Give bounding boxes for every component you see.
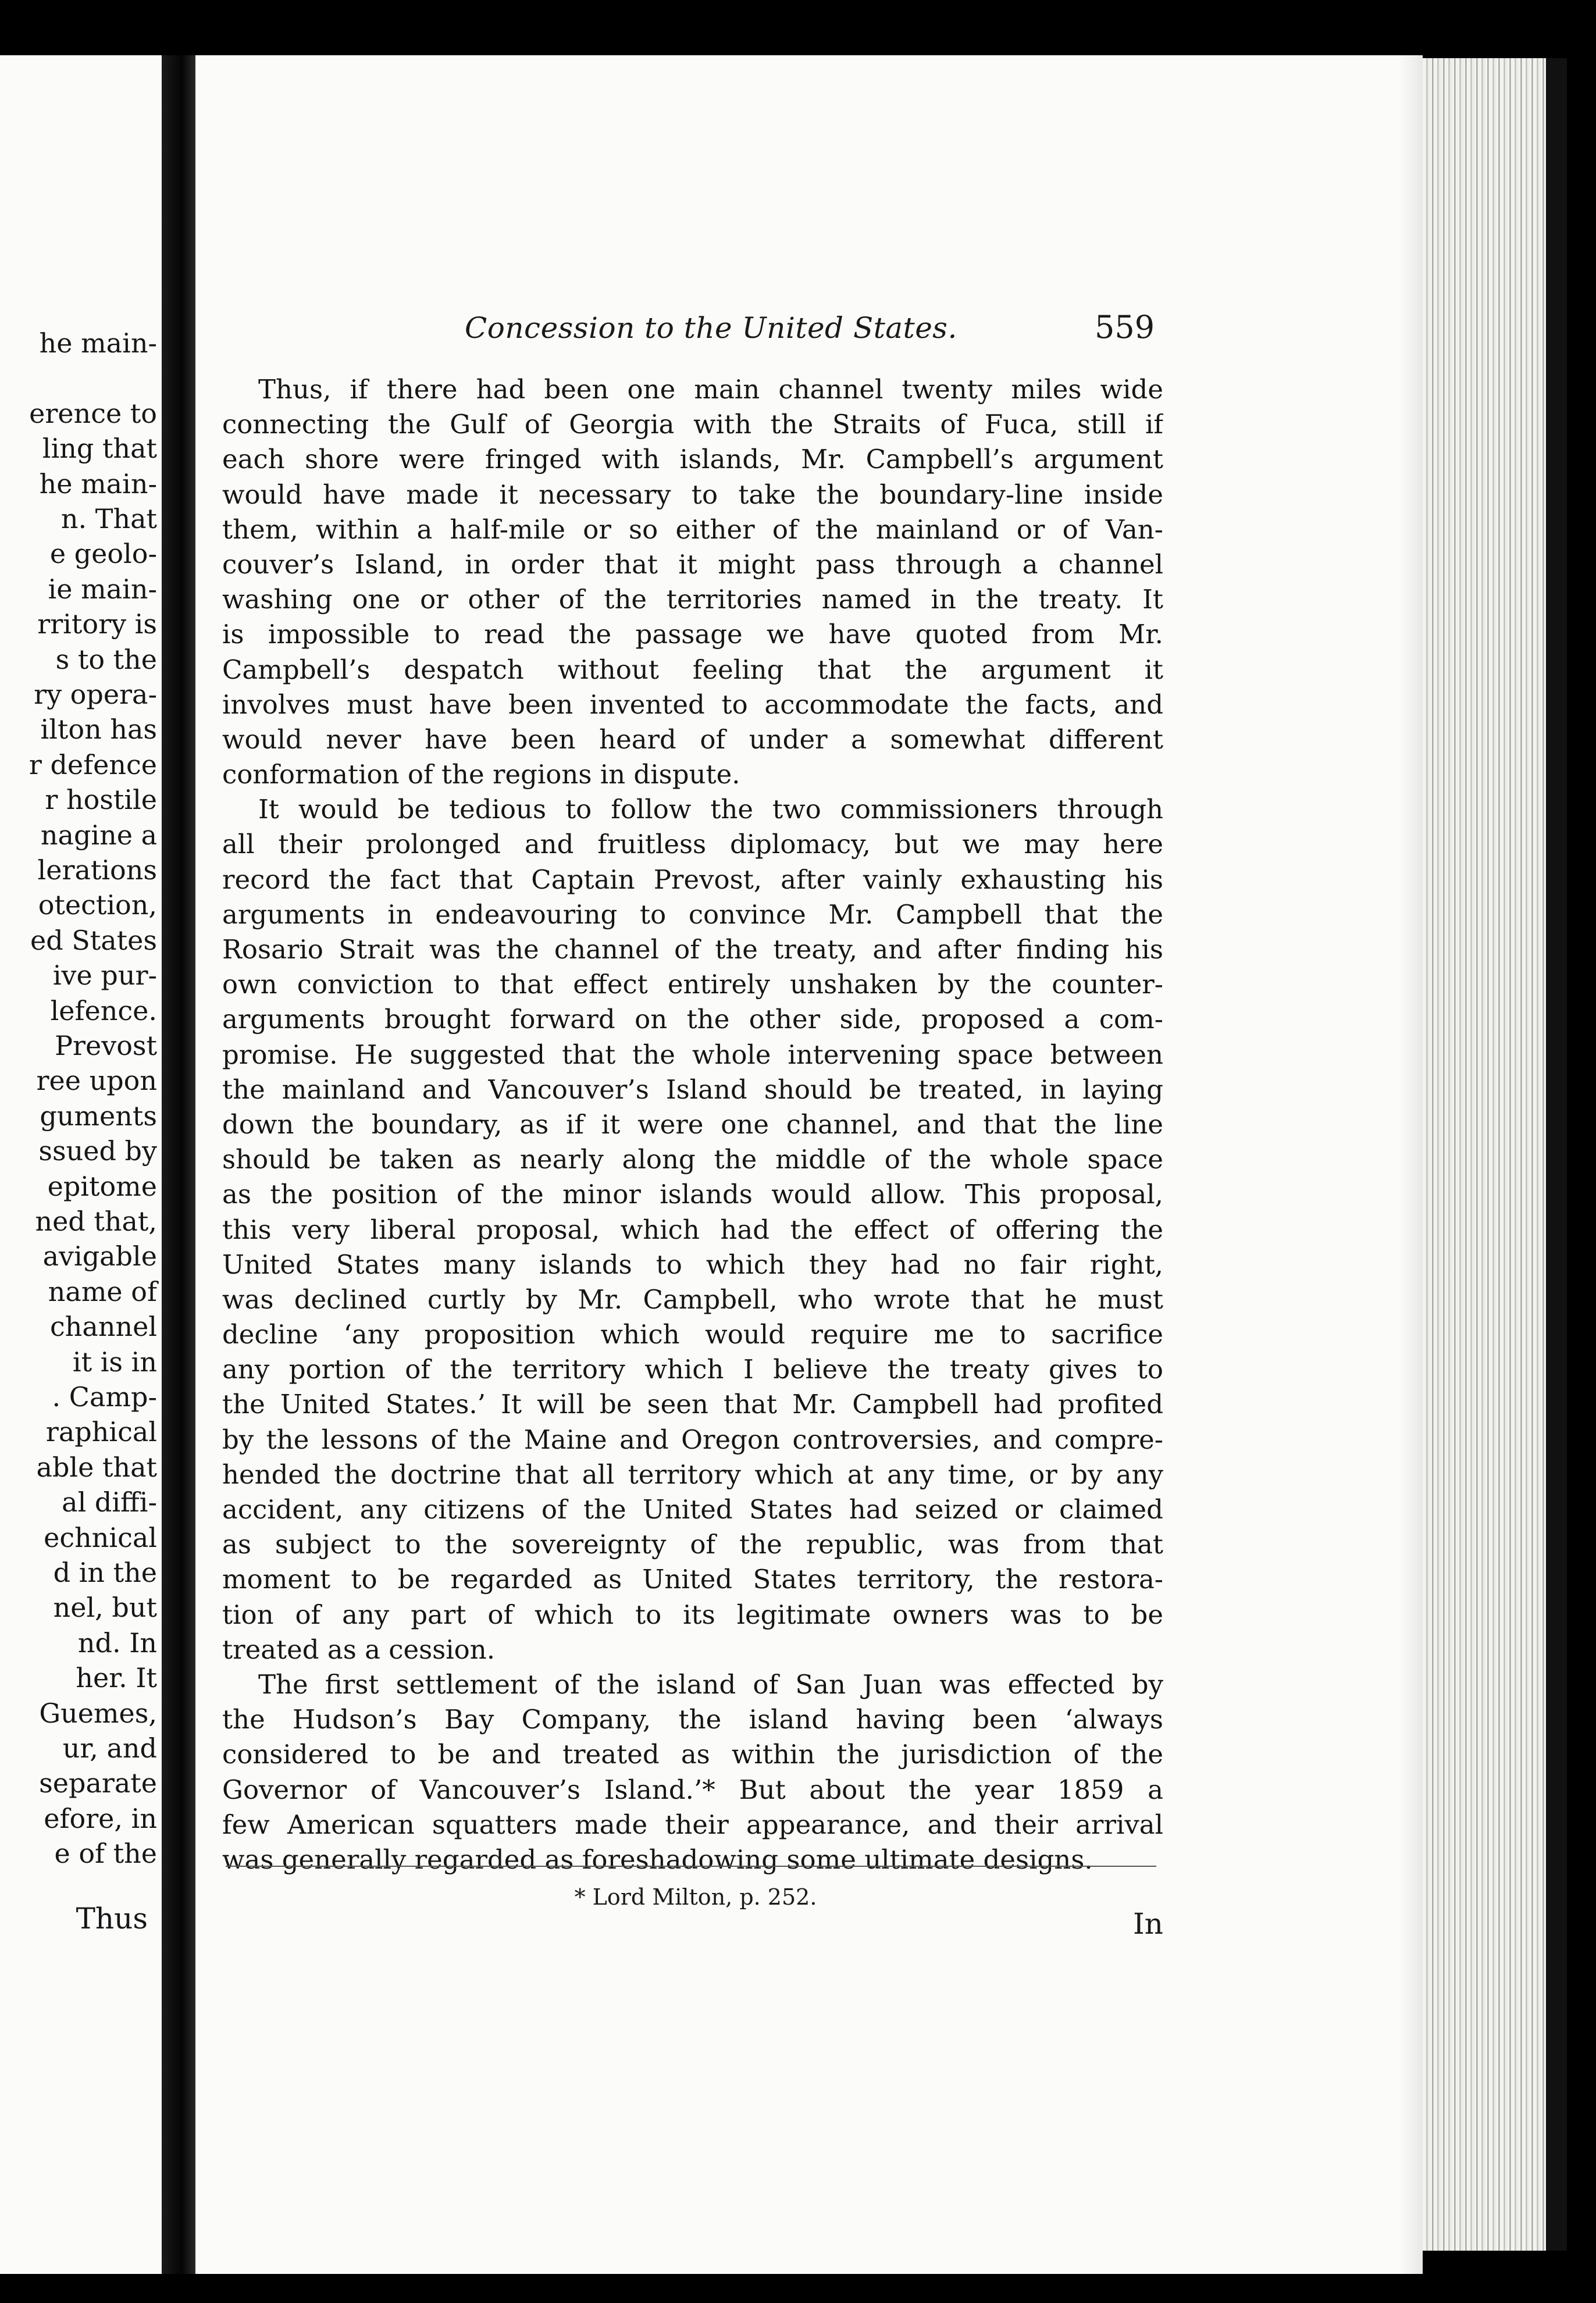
text-line: involves must have been invented to accommodate the facts, and — [222, 689, 1163, 720]
previous-page-line-fragment: lerations — [37, 854, 157, 886]
page-header — [195, 311, 1423, 352]
previous-page-line-fragment: avigable — [42, 1240, 157, 1272]
previous-page-fragment — [0, 55, 162, 2274]
previous-page-line-fragment: her. It — [76, 1662, 157, 1694]
text-line: as subject to the sovereignty of the republic, was from that — [222, 1529, 1163, 1560]
text-line: conformation of the regions in dispute. — [222, 759, 740, 790]
text-line: was declined curtly by Mr. Campbell, who wrote that he must — [222, 1284, 1163, 1315]
text-line: was generally regarded as foreshadowing some ultimate designs. — [222, 1844, 1093, 1875]
previous-page-line-fragment: d in the — [53, 1557, 157, 1588]
text-line: It would be tedious to follow the two commissioners through — [258, 794, 1163, 825]
previous-page-line-fragment: Prevost — [55, 1030, 157, 1061]
previous-page-line-fragment: echnical — [44, 1521, 157, 1553]
catchword: In — [1133, 1907, 1163, 1941]
text-line: own conviction to that effect entirely unshaken by the counter- — [222, 969, 1163, 1000]
text-line: any portion of the territory which I believe the treaty gives to — [222, 1354, 1163, 1385]
text-line: few American squatters made their appearance, and their arrival — [222, 1809, 1163, 1840]
previous-page-line-fragment: ed States — [30, 924, 157, 956]
text-line: connecting the Gulf of Georgia with the Straits of Fuca, still if — [222, 409, 1163, 440]
text-line: accident, any citizens of the United States had seized or claimed — [222, 1494, 1163, 1525]
running-head: Concession to the United States. — [465, 311, 957, 345]
text-line: all their prolonged and fruitless diplomacy, but we may here — [222, 829, 1163, 860]
body-text — [222, 372, 1163, 1877]
previous-page-line-fragment: nd. In — [77, 1627, 157, 1659]
previous-page-line-fragment: ive pur- — [52, 960, 157, 992]
previous-page-line-fragment: al diffi- — [62, 1486, 157, 1518]
text-line: Thus, if there had been one main channel twenty miles wide — [258, 374, 1163, 405]
previous-page-line-fragment: ur, and — [62, 1732, 157, 1764]
footnote-rule — [226, 1866, 1156, 1867]
text-line: down the boundary, as if it were one channel, and that the line — [222, 1108, 1163, 1140]
previous-page-line-fragment: erence to — [29, 397, 157, 429]
text-line: Governor of Vancouver’s Island.’* But about the year 1859 a — [222, 1774, 1163, 1805]
previous-page-line-fragment: he main- — [39, 468, 157, 500]
previous-page-line-fragment: name of — [48, 1275, 157, 1307]
previous-page-line-fragment: nagine a — [40, 819, 157, 851]
text-line: promise. He suggested that the whole intervening space between — [222, 1039, 1163, 1070]
previous-page-line-fragment: rritory is — [37, 608, 157, 640]
previous-page-line-fragment: channel — [50, 1311, 157, 1343]
text-line: is impossible to read the passage we have quoted from Mr. — [222, 619, 1163, 650]
previous-page-line-fragment: r defence — [28, 748, 157, 780]
previous-page-line-fragment: ssued by — [38, 1135, 157, 1167]
text-line: arguments brought forward on the other side, proposed a com- — [222, 1004, 1163, 1035]
text-line: decline ‘any proposition which would require me to sacrifice — [222, 1319, 1163, 1350]
page-number: 559 — [1095, 309, 1155, 345]
text-line: considered to be and treated as within the jurisdiction of the — [222, 1739, 1163, 1770]
page-edges — [1423, 58, 1567, 2251]
text-line: record the fact that Captain Prevost, after vainly exhausting his — [222, 864, 1163, 895]
text-line: as the position of the minor islands would allow. This proposal, — [222, 1179, 1163, 1210]
previous-page-line-fragment: e of the — [54, 1838, 157, 1870]
text-line: hended the doctrine that all territory which at any time, or by any — [222, 1459, 1163, 1490]
previous-page-line-fragment: ned that, — [35, 1206, 157, 1237]
book-page — [195, 55, 1423, 2274]
previous-page-line-fragment: . Camp- — [52, 1381, 157, 1413]
text-line: Campbell’s despatch without feeling that the argument it — [222, 654, 1163, 685]
previous-page-line-fragment: it is in — [72, 1346, 157, 1378]
text-line: arguments in endeavouring to convince Mr. Campbell that the — [222, 899, 1163, 930]
text-line: them, within a half-mile or so either of the mainland or of Van- — [222, 514, 1163, 545]
previous-page-line-fragment: e geolo- — [49, 538, 157, 570]
text-line: the United States.’ It will be seen that Mr. Campbell had profited — [222, 1389, 1163, 1420]
previous-page-line-fragment: n. That — [60, 503, 157, 534]
previous-page-line-fragment: r hostile — [45, 784, 157, 816]
previous-page-line-fragment: ilton has — [40, 714, 157, 746]
text-line: Rosario Strait was the channel of the treaty, and after finding his — [222, 934, 1163, 965]
previous-page-line-fragment: lefence. — [50, 994, 157, 1026]
text-line: couver’s Island, in order that it might pass through a channel — [222, 548, 1163, 580]
previous-page-line-fragment: Guemes, — [39, 1697, 157, 1729]
text-line: moment to be regarded as United States territory, the restora- — [222, 1564, 1163, 1595]
text-line: treated as a cession. — [222, 1634, 496, 1665]
previous-page-line-fragment: separate — [39, 1767, 157, 1799]
previous-page-line-fragment: guments — [40, 1100, 157, 1132]
text-line: the mainland and Vancouver’s Island should be treated, in laying — [222, 1074, 1163, 1105]
previous-page-line-fragment: ry opera- — [34, 679, 157, 710]
book-gutter — [162, 55, 195, 2274]
text-line: each shore were fringed with islands, Mr. Campbell’s argument — [222, 444, 1163, 475]
previous-page-line-fragment: nel, but — [53, 1592, 157, 1624]
previous-page-line-fragment: raphical — [45, 1416, 157, 1448]
previous-page-line-fragment: able that — [36, 1451, 157, 1483]
text-line: would have made it necessary to take the boundary-line inside — [222, 479, 1163, 510]
text-line: this very liberal proposal, which had the effect of offering the — [222, 1214, 1163, 1245]
previous-page-line-fragment: efore, in — [44, 1802, 157, 1834]
previous-page-line-fragment: ling that — [42, 433, 157, 465]
text-line: by the lessons of the Maine and Oregon controversies, and compre- — [222, 1424, 1163, 1455]
text-line: United States many islands to which they had no fair right, — [222, 1249, 1163, 1280]
text-line: the Hudson’s Bay Company, the island having been ‘always — [222, 1704, 1163, 1735]
text-line: tion of any part of which to its legitimate owners was to be — [222, 1599, 1163, 1630]
text-line: should be taken as nearly along the middle of the whole space — [222, 1144, 1163, 1175]
footnote: * Lord Milton, p. 252. — [574, 1884, 817, 1910]
previous-page-line-fragment: ree upon — [36, 1065, 157, 1097]
previous-page-line-fragment: otection, — [38, 889, 157, 921]
previous-page-catchword: Thus — [76, 1902, 148, 1935]
previous-page-line-fragment: epitome — [47, 1170, 157, 1202]
text-line: The first settlement of the island of San Juan was effected by — [258, 1669, 1163, 1700]
previous-page-line-fragment: he main- — [39, 327, 157, 359]
text-line: would never have been heard of under a somewhat different — [222, 723, 1163, 755]
text-line: washing one or other of the territories named in the treaty. It — [222, 584, 1163, 615]
previous-page-line-fragment: ie main- — [48, 573, 157, 605]
previous-page-line-fragment: s to the — [55, 643, 157, 675]
